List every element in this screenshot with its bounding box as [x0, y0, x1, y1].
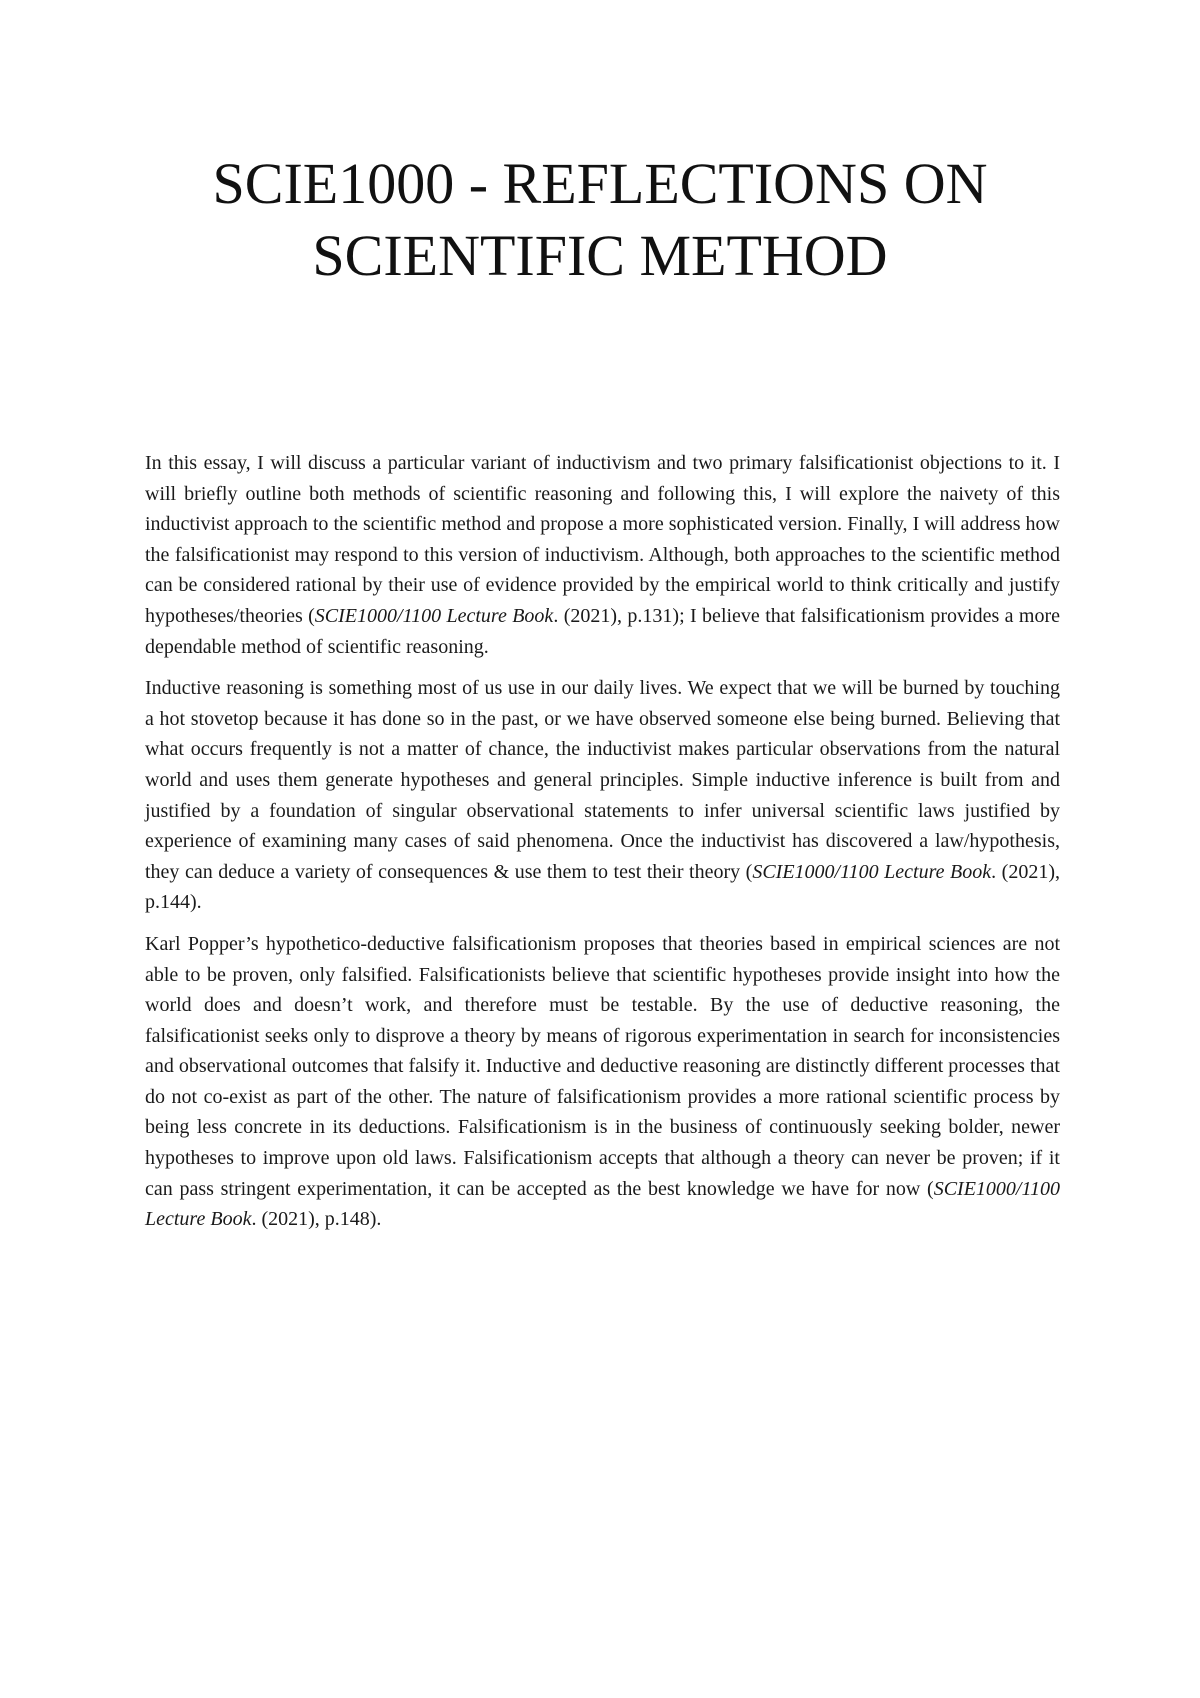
paragraph-3-text: Karl Popper’s hypothetico-deductive falsificationism proposes that theories based in empirical sciences are not able to be proven, only falsified. Falsificationists believe that scientific hypotheses provide insight into how the world does and doesn’t work, and therefore must be testable. By the use of deductive reasoning, the falsificationist seeks only to disprove a theory by means of rigorous experimentation in search for inconsistencies and observational outcomes that falsify it. Inductive and deductive reasoning are distinctly different processes that do not co-exist as part of the other. The nature of falsificationism provides a more rational scientific process by being less concrete in its deductions. Falsificationism is in the business of continuously seeking bolder, newer hypotheses to improve upon old laws. Falsificationism accepts that although a theory can never be proven; if it can pass stringent experimentation, it can be accepted as the best knowledge we have for now ( [145, 932, 1060, 1200]
paragraph-1-citation: SCIE1000/1100 Lecture Book [314, 604, 554, 627]
paragraph-2-text: Inductive reasoning is something most of us use in our daily lives. We expect that we will be burned by touching a hot stovetop because it has done so in the past, or we have observed someone else being burned. Believing that what occurs frequently is not a matter of chance, the inductivist makes particular observations from the natural world and uses them generate hypotheses and general principles. Simple inductive inference is built from and justified by a foundation of singular observational statements to infer universal scientific laws justified by experience of examining many cases of said phenomena. Once the inductivist has discovered a law/hypothesis, they can deduce a variety of consequences & use them to test their theory ( [145, 677, 1060, 883]
paragraph-1-text-end: . (2021), p.131); I believe that falsificationism provides a more dependable method of scientific reasoning. [145, 604, 1060, 658]
paragraph-3 [145, 929, 1060, 1235]
paragraph-1-text: In this essay, I will discuss a particular variant of inductivism and two primary falsificationist objections to it. I will briefly outline both methods of scientific reasoning and following this, I will explore the naivety of this inductivist approach to the scientific method and propose a more sophisticated version. Finally, I will address how the falsificationist may respond to this version of inductivism. Although, both approaches to the scientific method can be considered rational by their use of evidence provided by the empirical world to think critically and justify hypotheses/theories ( [145, 452, 1060, 627]
paragraph-3-text-end: . (2021), p.148). [251, 1208, 382, 1231]
paragraph-3-citation: SCIE1000/1100 Lecture Book [145, 1177, 1060, 1231]
paragraph-1 [145, 448, 1060, 662]
essay-body [145, 448, 1060, 1246]
paragraph-2 [145, 673, 1060, 918]
paragraph-2-citation: SCIE1000/1100 Lecture Book [752, 860, 992, 883]
page-title: SCIE1000 - REFLECTIONS ON SCIENTIFIC METHOD [212, 151, 988, 288]
paragraph-2-text-end: . (2021), p.144). [145, 860, 1060, 914]
